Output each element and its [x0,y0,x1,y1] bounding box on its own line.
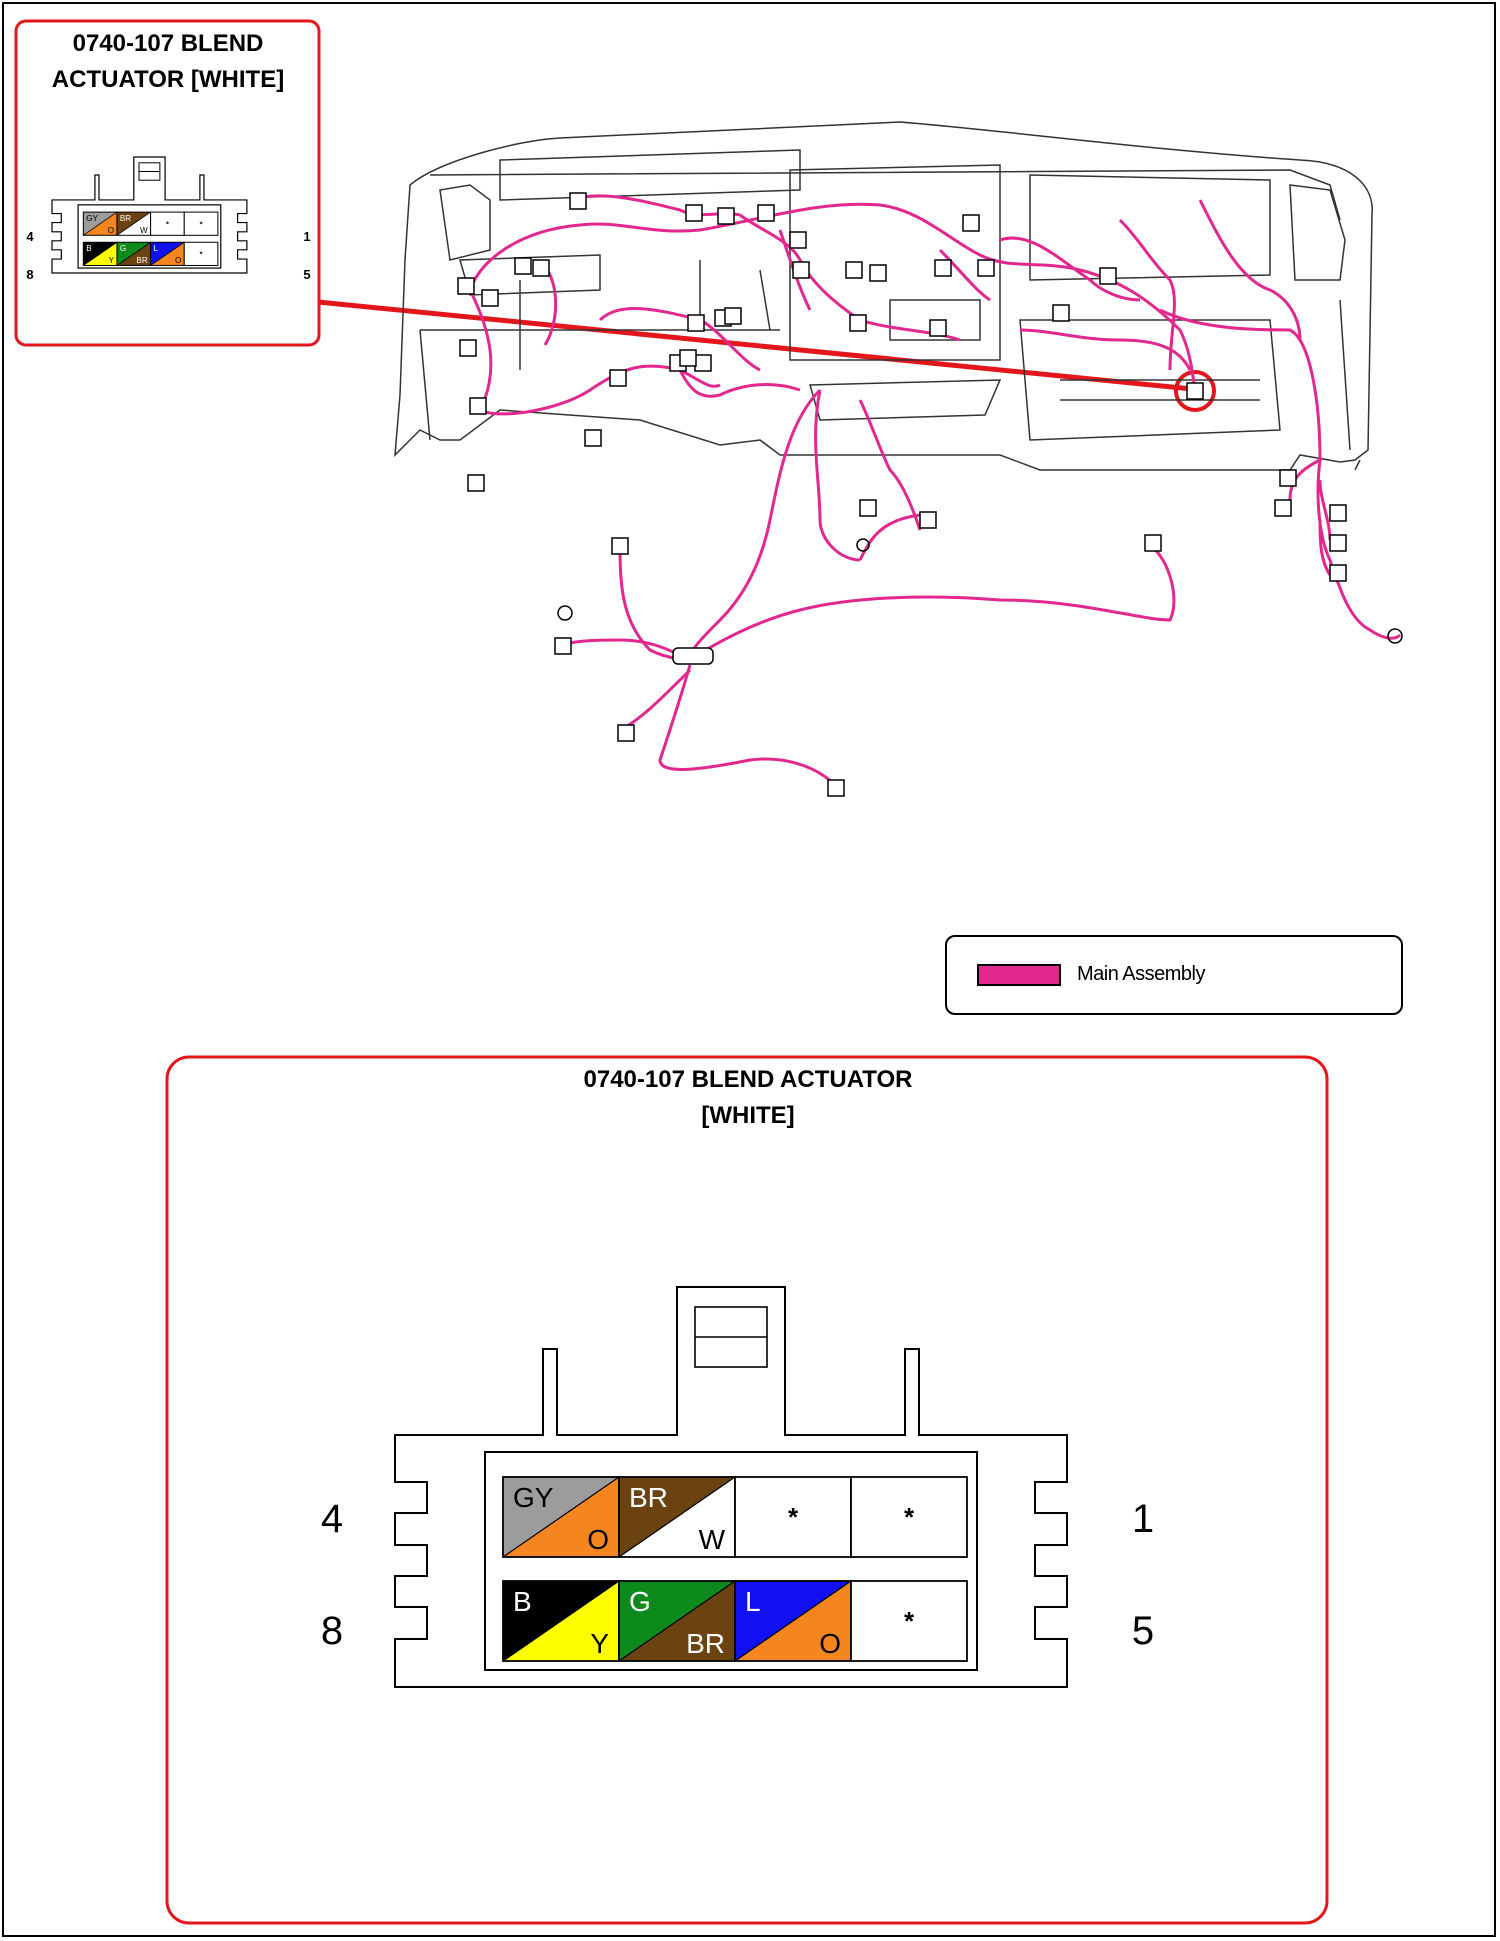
detail-connector-drawing [395,1287,1067,1687]
detail-title [168,1062,1328,1134]
detail-cell-3-label: * [787,1502,799,1532]
detail-pin-4: 4 [320,1497,344,1541]
inset-cell-7-bottom-label: O [175,256,182,266]
main-assembly-harness [470,196,1400,785]
detail-title-line1: 0740-107 BLEND ACTUATOR [583,1066,913,1093]
legend-label: Main Assembly [1077,963,1205,985]
detail-pin-1: 1 [1131,1497,1155,1541]
detail-cell-6-top-label: G [629,1586,651,1617]
inset-cell-7-top-label: L [153,243,159,253]
inset-cell-2-bottom-label: W [140,225,148,235]
detail-cell-5-top-label: B [513,1586,532,1617]
harness-ground-terminals [558,539,1402,643]
detail-cell-8-label: * [903,1606,915,1636]
inset-cell-5-top-label: B [86,243,92,253]
inset-pin-1: 1 [303,229,311,244]
inset-connector-drawing [52,157,247,273]
detail-cell-2-top-label: BR [629,1482,668,1513]
inset-cell-5-bottom-label: Y [108,256,115,266]
inset-cell-1-top-label: GY [86,213,98,223]
inset-pin-4: 4 [26,229,34,244]
legend [945,935,1403,1015]
detail-cell-1-bottom-label: O [587,1524,609,1555]
inset-cell-6-top-label: G [119,243,127,253]
inset-title-line2: ACTUATOR [WHITE] [51,66,285,93]
detail-cell-4-label: * [903,1502,915,1532]
inset-pin-8: 8 [26,267,34,282]
detail-cell-7-top-label: L [745,1586,761,1617]
inset-title-line1: 0740-107 BLEND [72,30,264,57]
inset-cell-3-label: * [165,219,169,229]
detail-pin-8: 8 [320,1609,344,1653]
detail-cell-6-bottom-label: BR [686,1628,725,1659]
detail-cell-1-top-label: GY [513,1482,554,1513]
dashboard-outline [395,122,1372,470]
inset-cell-1-bottom-label: O [107,225,115,235]
inset-cell-2-top-label: BR [119,213,132,223]
inset-title [18,26,318,98]
detail-cell-5-bottom-label: Y [590,1628,609,1659]
inset-cell-8-label: * [199,249,203,259]
harness-grommet [673,648,713,664]
detail-title-line2: [WHITE] [701,1102,795,1129]
inset-cell-6-bottom-label: BR [136,256,148,266]
harness-connectors [458,193,1346,796]
detail-pin-5: 5 [1131,1609,1155,1653]
detail-cell-2-bottom-label: W [698,1524,725,1555]
legend-swatch [977,964,1061,986]
detail-cell-7-bottom-label: O [819,1628,841,1659]
inset-cell-4-label: * [199,219,203,229]
inset-pin-5: 5 [303,267,311,282]
